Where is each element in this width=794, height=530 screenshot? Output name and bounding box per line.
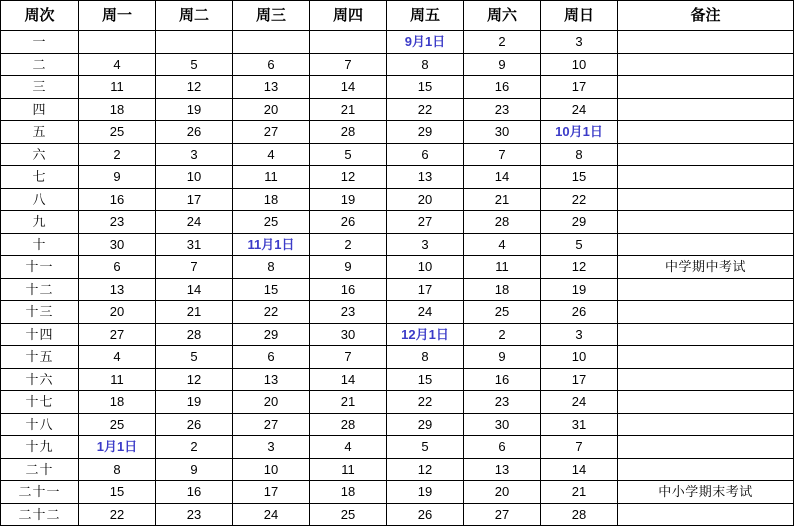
date-cell: 25: [310, 503, 387, 526]
date-cell: 10: [156, 166, 233, 189]
header-row: [1, 1, 794, 31]
date-cell: 31: [541, 413, 618, 436]
table-row: [1, 458, 794, 481]
date-cell: 4: [79, 346, 156, 369]
date-cell: 22: [233, 301, 310, 324]
date-cell: 7: [310, 346, 387, 369]
date-cell: 7: [310, 53, 387, 76]
date-cell: 8: [79, 458, 156, 481]
date-cell: 15: [79, 481, 156, 504]
remark-cell: [618, 188, 794, 211]
date-cell: 24: [156, 211, 233, 234]
date-cell: 29: [541, 211, 618, 234]
date-cell: 13: [79, 278, 156, 301]
week-number-cell: 六: [1, 143, 79, 166]
column-header-saturday: 周六: [464, 1, 541, 31]
date-cell: 19: [156, 391, 233, 414]
date-cell: 22: [387, 391, 464, 414]
date-cell: 11: [464, 256, 541, 279]
table-row: [1, 76, 794, 99]
table-header: [1, 1, 794, 31]
remark-cell: [618, 301, 794, 324]
date-cell: 18: [464, 278, 541, 301]
week-number-cell: 七: [1, 166, 79, 189]
date-cell: 9: [464, 53, 541, 76]
date-cell: 28: [541, 503, 618, 526]
remark-cell: [618, 76, 794, 99]
column-header-monday: 周一: [79, 1, 156, 31]
remark-cell: 中小学期末考试: [618, 481, 794, 504]
table-row: [1, 211, 794, 234]
week-number-cell: 十六: [1, 368, 79, 391]
date-cell: 14: [310, 368, 387, 391]
date-cell: 2: [464, 323, 541, 346]
date-cell: 27: [79, 323, 156, 346]
date-cell: 9: [79, 166, 156, 189]
date-cell: 17: [541, 76, 618, 99]
date-cell: 9: [464, 346, 541, 369]
date-cell: 26: [156, 413, 233, 436]
date-cell: 6: [233, 53, 310, 76]
table-row: [1, 346, 794, 369]
date-cell: 12: [156, 368, 233, 391]
date-cell: 21: [156, 301, 233, 324]
week-number-cell: 二十二: [1, 503, 79, 526]
date-cell: 19: [387, 481, 464, 504]
date-cell: 30: [79, 233, 156, 256]
date-cell: 15: [387, 76, 464, 99]
date-cell: 10: [233, 458, 310, 481]
date-cell: 13: [233, 368, 310, 391]
date-cell: 17: [233, 481, 310, 504]
date-cell: 21: [464, 188, 541, 211]
date-cell: 15: [541, 166, 618, 189]
date-cell: 28: [464, 211, 541, 234]
date-cell: 29: [387, 413, 464, 436]
date-cell: [233, 31, 310, 54]
date-cell: 3: [387, 233, 464, 256]
week-number-cell: 四: [1, 98, 79, 121]
week-number-cell: 九: [1, 211, 79, 234]
date-cell: [156, 31, 233, 54]
date-cell: 9: [156, 458, 233, 481]
date-cell: 5: [387, 436, 464, 459]
date-cell: 26: [156, 121, 233, 144]
date-cell: 30: [310, 323, 387, 346]
week-number-cell: 十七: [1, 391, 79, 414]
date-cell: 3: [233, 436, 310, 459]
date-cell: 18: [79, 391, 156, 414]
table-row: [1, 188, 794, 211]
date-cell: 23: [310, 301, 387, 324]
week-number-cell: 二: [1, 53, 79, 76]
date-cell: 26: [310, 211, 387, 234]
date-cell: 14: [310, 76, 387, 99]
table-row: [1, 278, 794, 301]
date-cell: 4: [310, 436, 387, 459]
date-cell: 8: [387, 346, 464, 369]
date-cell: 17: [541, 368, 618, 391]
date-cell: 20: [464, 481, 541, 504]
remark-cell: [618, 278, 794, 301]
table-row: [1, 413, 794, 436]
table-row: [1, 121, 794, 144]
column-header-sunday: 周日: [541, 1, 618, 31]
date-cell: 23: [464, 391, 541, 414]
date-cell: 24: [233, 503, 310, 526]
date-cell: 24: [541, 391, 618, 414]
column-header-thursday: 周四: [310, 1, 387, 31]
week-number-cell: 十四: [1, 323, 79, 346]
date-cell: 17: [156, 188, 233, 211]
date-cell: 16: [464, 368, 541, 391]
date-cell: 2: [310, 233, 387, 256]
date-cell: 16: [310, 278, 387, 301]
date-cell: 31: [156, 233, 233, 256]
date-cell: 28: [310, 121, 387, 144]
date-cell: 26: [541, 301, 618, 324]
table-row: [1, 98, 794, 121]
date-cell: 7: [541, 436, 618, 459]
remark-cell: [618, 233, 794, 256]
column-header-week: 周次: [1, 1, 79, 31]
week-number-cell: 二十: [1, 458, 79, 481]
remark-cell: [618, 323, 794, 346]
week-number-cell: 十二: [1, 278, 79, 301]
week-number-cell: 八: [1, 188, 79, 211]
remark-cell: [618, 143, 794, 166]
date-cell: 12月1日: [387, 323, 464, 346]
date-cell: 20: [233, 98, 310, 121]
date-cell: 12: [387, 458, 464, 481]
table-row: [1, 481, 794, 504]
date-cell: 4: [233, 143, 310, 166]
remark-cell: [618, 391, 794, 414]
date-cell: 27: [233, 121, 310, 144]
date-cell: 8: [233, 256, 310, 279]
date-cell: 14: [464, 166, 541, 189]
date-cell: 18: [310, 481, 387, 504]
date-cell: 28: [156, 323, 233, 346]
date-cell: 11: [233, 166, 310, 189]
date-cell: 22: [387, 98, 464, 121]
date-cell: 11月1日: [233, 233, 310, 256]
date-cell: 27: [233, 413, 310, 436]
date-cell: 5: [156, 346, 233, 369]
date-cell: 2: [464, 31, 541, 54]
date-cell: 13: [233, 76, 310, 99]
date-cell: 1月1日: [79, 436, 156, 459]
week-number-cell: 十一: [1, 256, 79, 279]
date-cell: 20: [233, 391, 310, 414]
date-cell: 15: [233, 278, 310, 301]
week-number-cell: 一: [1, 31, 79, 54]
table-row: [1, 31, 794, 54]
date-cell: 18: [79, 98, 156, 121]
date-cell: 14: [541, 458, 618, 481]
date-cell: 5: [541, 233, 618, 256]
week-number-cell: 十五: [1, 346, 79, 369]
column-header-friday: 周五: [387, 1, 464, 31]
date-cell: 30: [464, 121, 541, 144]
date-cell: 3: [156, 143, 233, 166]
date-cell: 23: [464, 98, 541, 121]
remark-cell: [618, 121, 794, 144]
column-header-wednesday: 周三: [233, 1, 310, 31]
date-cell: 12: [541, 256, 618, 279]
remark-cell: [618, 458, 794, 481]
remark-cell: [618, 368, 794, 391]
remark-cell: 中学期中考试: [618, 256, 794, 279]
date-cell: [79, 31, 156, 54]
date-cell: 4: [79, 53, 156, 76]
table-body: [1, 31, 794, 526]
date-cell: 27: [387, 211, 464, 234]
remark-cell: [618, 98, 794, 121]
column-header-tuesday: 周二: [156, 1, 233, 31]
date-cell: 5: [310, 143, 387, 166]
date-cell: 22: [79, 503, 156, 526]
date-cell: 6: [387, 143, 464, 166]
date-cell: 20: [79, 301, 156, 324]
date-cell: 10: [387, 256, 464, 279]
date-cell: 10: [541, 53, 618, 76]
date-cell: 12: [310, 166, 387, 189]
date-cell: 9: [310, 256, 387, 279]
date-cell: 16: [79, 188, 156, 211]
table-row: [1, 256, 794, 279]
date-cell: 8: [387, 53, 464, 76]
date-cell: 17: [387, 278, 464, 301]
date-cell: 13: [387, 166, 464, 189]
date-cell: 23: [79, 211, 156, 234]
table-row: [1, 323, 794, 346]
date-cell: 7: [156, 256, 233, 279]
table-row: [1, 503, 794, 526]
date-cell: 25: [233, 211, 310, 234]
date-cell: 23: [156, 503, 233, 526]
week-number-cell: 十: [1, 233, 79, 256]
table-row: [1, 436, 794, 459]
date-cell: 2: [156, 436, 233, 459]
date-cell: 21: [541, 481, 618, 504]
week-number-cell: 五: [1, 121, 79, 144]
date-cell: 12: [156, 76, 233, 99]
date-cell: 11: [79, 368, 156, 391]
date-cell: 10月1日: [541, 121, 618, 144]
table-row: [1, 53, 794, 76]
week-number-cell: 十八: [1, 413, 79, 436]
date-cell: 25: [464, 301, 541, 324]
table-row: [1, 166, 794, 189]
date-cell: 4: [464, 233, 541, 256]
table-row: [1, 301, 794, 324]
date-cell: 24: [387, 301, 464, 324]
date-cell: 27: [464, 503, 541, 526]
date-cell: 2: [79, 143, 156, 166]
date-cell: 5: [156, 53, 233, 76]
table-row: [1, 233, 794, 256]
date-cell: 25: [79, 121, 156, 144]
date-cell: 3: [541, 31, 618, 54]
date-cell: 29: [233, 323, 310, 346]
date-cell: 16: [464, 76, 541, 99]
date-cell: 22: [541, 188, 618, 211]
date-cell: 6: [79, 256, 156, 279]
date-cell: 7: [464, 143, 541, 166]
week-number-cell: 三: [1, 76, 79, 99]
date-cell: [310, 31, 387, 54]
remark-cell: [618, 211, 794, 234]
date-cell: 9月1日: [387, 31, 464, 54]
date-cell: 19: [310, 188, 387, 211]
remark-cell: [618, 166, 794, 189]
date-cell: 18: [233, 188, 310, 211]
date-cell: 14: [156, 278, 233, 301]
date-cell: 11: [79, 76, 156, 99]
date-cell: 24: [541, 98, 618, 121]
remark-cell: [618, 503, 794, 526]
remark-cell: [618, 346, 794, 369]
remark-cell: [618, 413, 794, 436]
date-cell: 10: [541, 346, 618, 369]
date-cell: 30: [464, 413, 541, 436]
date-cell: 16: [156, 481, 233, 504]
date-cell: 19: [156, 98, 233, 121]
remark-cell: [618, 53, 794, 76]
date-cell: 6: [464, 436, 541, 459]
date-cell: 15: [387, 368, 464, 391]
table-row: [1, 391, 794, 414]
week-number-cell: 十三: [1, 301, 79, 324]
date-cell: 8: [541, 143, 618, 166]
date-cell: 13: [464, 458, 541, 481]
date-cell: 21: [310, 98, 387, 121]
date-cell: 29: [387, 121, 464, 144]
date-cell: 20: [387, 188, 464, 211]
table-row: [1, 368, 794, 391]
table-row: [1, 143, 794, 166]
week-number-cell: 十九: [1, 436, 79, 459]
date-cell: 25: [79, 413, 156, 436]
remark-cell: [618, 31, 794, 54]
week-number-cell: 二十一: [1, 481, 79, 504]
date-cell: 11: [310, 458, 387, 481]
date-cell: 19: [541, 278, 618, 301]
date-cell: 28: [310, 413, 387, 436]
column-header-remarks: 备注: [618, 1, 794, 31]
date-cell: 21: [310, 391, 387, 414]
date-cell: 3: [541, 323, 618, 346]
date-cell: 6: [233, 346, 310, 369]
date-cell: 26: [387, 503, 464, 526]
remark-cell: [618, 436, 794, 459]
